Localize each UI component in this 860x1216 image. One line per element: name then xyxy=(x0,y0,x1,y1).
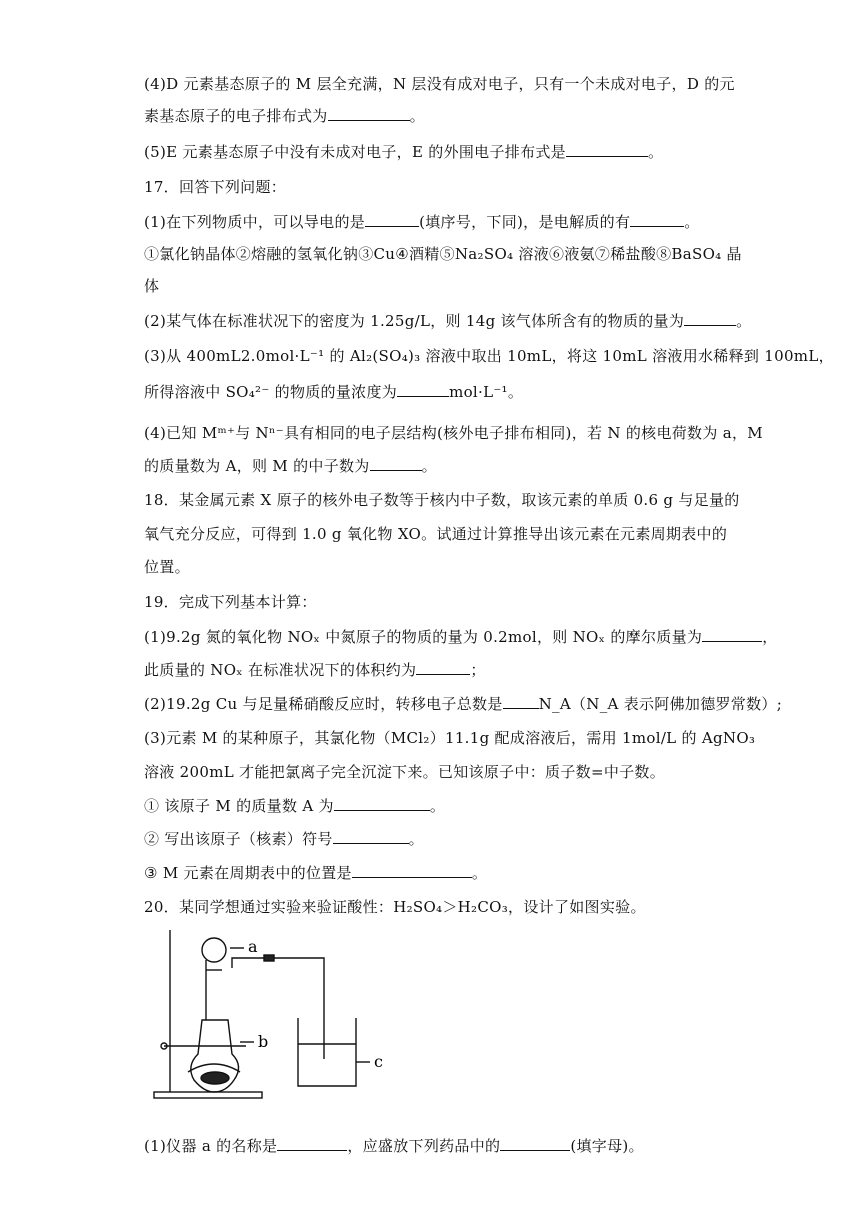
answer-blank[interactable] xyxy=(630,212,684,227)
q19-3-line1: (3)元素 M 的某种原子，其氯化物（MCl₂）11.1g 配成溶液后，需用 1mol/L 的 AgNO₃ xyxy=(144,729,756,747)
q19-2-line: (2)19.2g Cu 与足量稀硝酸反应时，转移电子总数是 N_A（N_A 表示阿佛加德罗常数）; xyxy=(144,695,783,713)
q17-4-line1: (4)已知 Mᵐ⁺与 Nⁿ⁻具有相同的电子层结构(核外电子排布相同)，若 N 的核电荷数为 a，M xyxy=(144,424,763,442)
answer-blank[interactable] xyxy=(416,660,470,675)
answer-blank[interactable] xyxy=(277,1136,347,1151)
q17-2-line: (2)某气体在标准状况下的密度为 1.25g/L，则 14g 该气体所含有的物质的量为 。 xyxy=(144,312,752,330)
q17-heading: 17．回答下列问题： xyxy=(144,178,287,196)
answer-blank[interactable] xyxy=(702,627,762,642)
answer-blank[interactable] xyxy=(365,212,419,227)
q18-line1: 18．某金属元素 X 原子的核外电子数等于核内中子数，取该元素的单质 0.6 g 与足量的 xyxy=(144,491,740,509)
answer-blank[interactable] xyxy=(334,796,430,811)
q16-4-line1: (4)D 元素基态原子的 M 层全充满，N 层没有成对电子，只有一个未成对电子，D 的元 xyxy=(144,75,735,93)
answer-blank[interactable] xyxy=(333,829,409,844)
q19-3-sub2: ② 写出该原子（核素）符号 。 xyxy=(144,830,424,848)
answer-blank[interactable] xyxy=(566,142,648,157)
q19-3-line2: 溶液 200mL 才能把氯离子完全沉淀下来。已知该原子中：质子数=中子数。 xyxy=(144,763,666,781)
answer-blank[interactable] xyxy=(684,311,736,326)
q19-3-sub1: ① 该原子 M 的质量数 A 为 。 xyxy=(144,797,446,815)
q18-line3: 位置。 xyxy=(144,558,190,576)
flask-liquid xyxy=(188,1064,240,1072)
q19-1-line2: 此质量的 NOₓ 在标准状况下的体积约为 ； xyxy=(144,661,486,679)
experiment-apparatus-figure xyxy=(144,924,404,1124)
label-c: c xyxy=(374,1052,383,1071)
q17-1-line: (1)在下列物质中，可以导电的是 (填序号，下同)，是电解质的有 。 xyxy=(144,213,700,231)
q16-5-line: (5)E 元素基态原子中没有未成对电子，E 的外围电子排布式是 。 xyxy=(144,143,664,161)
q17-4-line2: 的质量数为 A，则 M 的中子数为 。 xyxy=(144,457,437,475)
q19-3-sub3: ③ M 元素在周期表中的位置是 。 xyxy=(144,864,488,882)
q16-4-line2: 素基态原子的电子排布式为 。 xyxy=(144,107,425,125)
q17-1-options-line2: 体 xyxy=(144,277,160,295)
answer-blank[interactable] xyxy=(503,694,539,709)
answer-blank[interactable] xyxy=(328,106,410,121)
q19-1-line1: (1)9.2g 氮的氧化物 NOₓ 中氮原子的物质的量为 0.2mol，则 NOₓ 的摩尔质量为 ， xyxy=(144,628,778,646)
label-a: a xyxy=(248,937,258,956)
separatory-funnel-a xyxy=(202,938,226,962)
q20-1-line: (1)仪器 a 的名称是 ，应盛放下列药品中的 (填字母)。 xyxy=(144,1137,644,1155)
stand-base xyxy=(154,1092,262,1098)
beaker-c xyxy=(298,1018,356,1086)
q20-heading: 20．某同学想通过实验来验证酸性：H₂SO₄＞H₂CO₃，设计了如图实验。 xyxy=(144,898,646,916)
q17-1-options-line1: ①氯化钠晶体②熔融的氢氧化钠③Cu④酒精⑤Na₂SO₄ 溶液⑥液氨⑦稀盐酸⑧BaSO₄ 晶 xyxy=(144,245,742,263)
q17-3-line1: (3)从 400mL2.0mol·L⁻¹ 的 Al₂(SO₄)₃ 溶液中取出 10mL，将这 10mL 溶液用水稀释到 100mL， xyxy=(144,347,834,365)
answer-blank[interactable] xyxy=(500,1136,570,1151)
q17-3-line2: 所得溶液中 SO₄²⁻ 的物质的量浓度为 mol·L⁻¹。 xyxy=(144,383,524,401)
answer-blank[interactable] xyxy=(397,382,449,397)
answer-blank[interactable] xyxy=(370,456,422,471)
answer-blank[interactable] xyxy=(352,863,472,878)
q19-heading: 19．完成下列基本计算： xyxy=(144,593,317,611)
q18-line2: 氧气充分反应，可得到 1.0 g 氧化物 XO。试通过计算推导出该元素在元素周期表中的 xyxy=(144,525,728,543)
label-b: b xyxy=(258,1032,269,1051)
tube-connector xyxy=(264,955,274,961)
flask-solid xyxy=(201,1072,229,1084)
